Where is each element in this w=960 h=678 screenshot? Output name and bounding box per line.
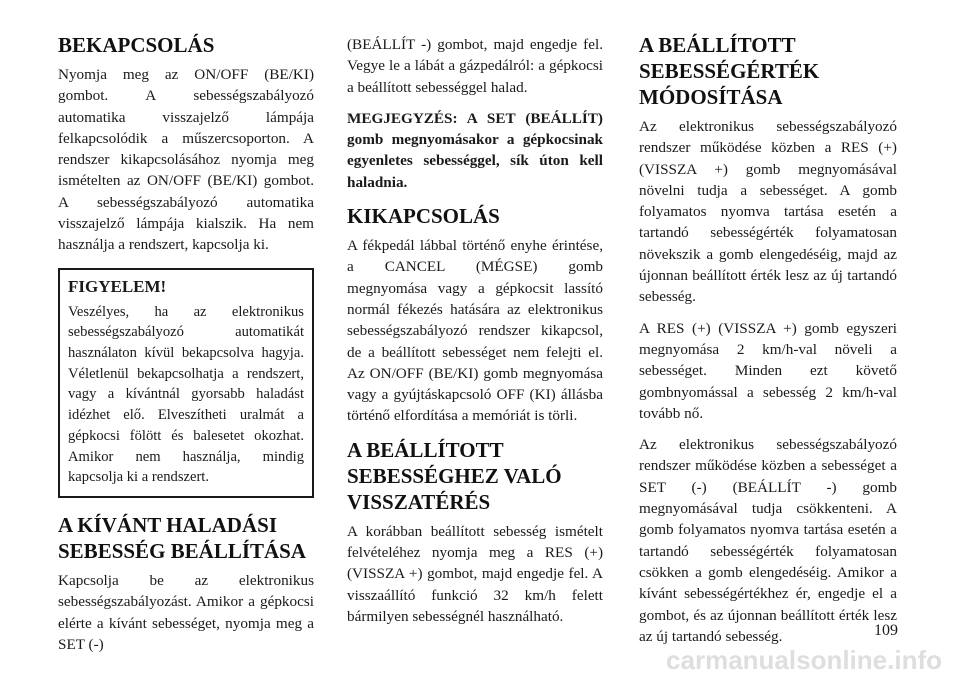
- warning-box: [58, 268, 314, 498]
- section-title-bekapcsolas: BEKAPCSOLÁS: [58, 33, 215, 57]
- section-title-kivant-sebesseg: A KÍVÁNT HALADÁSI SEBESSÉG BEÁLLÍTÁSA: [58, 513, 307, 563]
- paragraph-kikapcsolas: A fékpedál lábbal történő enyhe érintése, a CANCEL (MÉGSE) gomb megnyomása vagy a gépkocsit lassító normál fékezés hatására az elektronikus sebességszabályozó rendszer kikapcsol, de a beállított sebességet nem felejti el. Az ON/OFF (BE/KI) gomb megnyomása vagy a gyújtáskapcsoló OFF (KI) állásba történő elfordítása a memóriát is törli.: [347, 237, 603, 425]
- paragraph-continuation: (BEÁLLÍT -) gombot, majd engedje fel. Vegye le a lábát a gázpedálról: a gépkocsi a beállított sebességgel halad.: [347, 36, 603, 96]
- column-middle: [347, 34, 603, 637]
- section-title-visszateres: A BEÁLLÍTOTT SEBESSÉGHEZ VALÓ VISSZATÉRÉS: [347, 437, 562, 514]
- watermark-text: carmanualsonline.info: [666, 645, 942, 675]
- column-right: [639, 32, 897, 657]
- paragraph-modositas-3: Az elektronikus sebességszabályozó rendszer működése közben a sebességet a SET (-) (BEÁLLÍT -) gomb megnyomásával tudja csökkenteni. A gomb folyamatos nyomva tartása esetén a tartandó sebességérték folyamatosan csökken a gomb elengedéséig. Amikor a kívánt sebességértékhez ér, engedje el a gombot, és az újonnan beállított érték lesz az új tartandó sebesség.: [639, 436, 897, 645]
- paragraph-bekapcsolas: Nyomja meg az ON/OFF (BE/KI) gombot. A sebességszabályozó automatika visszajelző lámpája felkapcsolódik a műszercsoporton. A rendszer kikapcsolásához nyomja meg ismételten az ON/OFF (BE/KI) gombot. A sebességszabályozó automatika visszajelző lámpája kialszik. Ha nem használja a rendszert, kapcsolja ki.: [58, 66, 314, 254]
- paragraph-modositas-1: Az elektronikus sebességszabályozó rendszer működése közben a RES (+) (VISSZA +) gomb megnyomásával növelni tudja a sebességet. A gomb folyamatos nyomva tartása esetén a tartandó sebességérték folyamatosan növekszik a gomb elengedéséig, majd az újonnan beállított érték lesz az új tartandó sebesség.: [639, 118, 897, 306]
- paragraph-kivant-sebesseg: Kapcsolja be az elektronikus sebességszabályozást. Amikor a gépkocsi elérte a kívánt sebességet, nyomja meg a SET (-): [58, 572, 314, 653]
- section-title-kikapcsolas: KIKAPCSOLÁS: [347, 204, 500, 229]
- page-number: 109: [874, 622, 898, 639]
- warning-title: FIGYELEM!: [68, 276, 167, 296]
- column-left: [58, 32, 314, 665]
- paragraph-visszateres: A korábban beállított sebesség ismételt felvételéhez nyomja meg a RES (+) (VISSZA +) gombot, majd engedje fel. A visszaállító funkció 32 km/h felett bármilyen sebességnél használható.: [347, 522, 603, 625]
- paragraph-modositas-2: A RES (+) (VISSZA +) gomb egyszeri megnyomása 2 km/h-val növeli a sebességet. Minden ezt követő gombnyomással a sebesség 2 km/h-val tovább nő.: [639, 319, 897, 422]
- warning-text: Veszélyes, ha az elektronikus sebességszabályozó automatikát használaton kívül bekapcsolva hagyja. Véletlenül bekapcsolhatja a rendszert, vagy a kívántnál gyorsabb haladást idézhet elő. Elveszítheti uralmát a gépkocsi fölött és balesetet okozhat. Amikor nem használja, mindig kapcsolja ki a rendszert.: [68, 303, 304, 486]
- note-paragraph: MEGJEGYZÉS: A SET (BEÁLLÍT) gomb megnyomásakor a gépkocsinak egyenletes sebességgel, sík úton kell haladnia.: [347, 109, 603, 191]
- section-title-modositas: A BEÁLLÍTOTT SEBESSÉGÉRTÉK MÓDOSÍTÁSA: [639, 33, 820, 109]
